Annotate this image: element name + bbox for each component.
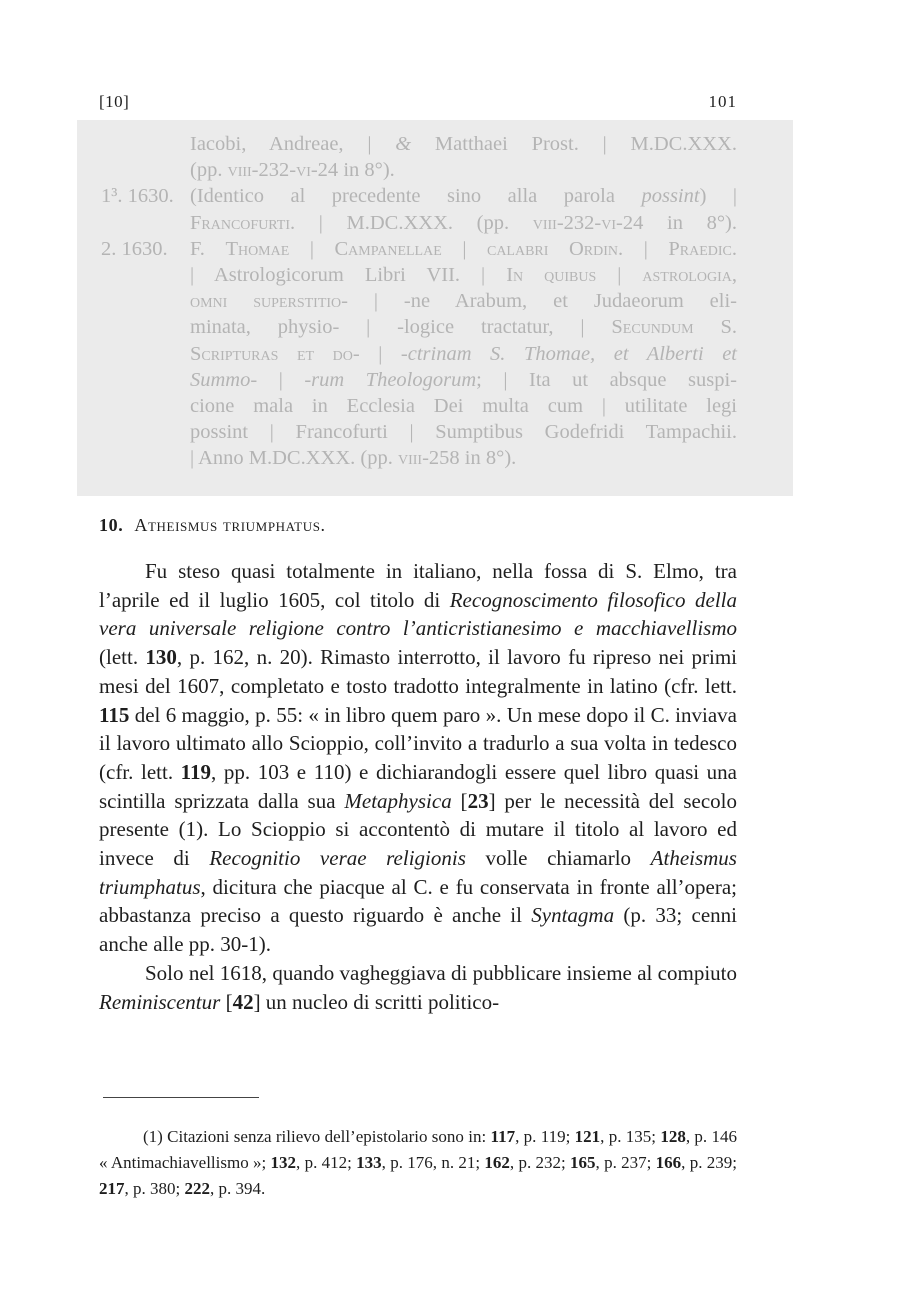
bibliography-line (101, 210, 737, 236)
entry-number: 1³. 1630. (101, 185, 174, 208)
small-caps-text: viii-232-vi-24 (532, 211, 644, 234)
bibliography-line (101, 131, 737, 157)
italic-text: Syntagma (531, 903, 615, 928)
footnote (99, 1124, 737, 1202)
bold-reference: 128 (660, 1127, 686, 1146)
italic-text: Reminiscentur (99, 989, 221, 1014)
small-caps-text: Secundum S. (611, 316, 737, 339)
text-run: , p. 394. (209, 1179, 266, 1198)
footnote-divider (103, 1097, 259, 1098)
bold-reference: 42 (232, 989, 254, 1014)
text-run: , p. 232; (509, 1153, 571, 1172)
text-run: [ (220, 989, 233, 1014)
bibliography-line (101, 236, 737, 262)
running-header (99, 91, 737, 113)
text-run: | (596, 263, 643, 286)
text-run: del 6 maggio, p. 55: « in libro quem paro ». Un mese dopo il C. inviava il lavoro ultimato allo Scioppio, coll’invito a tradurlo a sua volta in tedesco (cfr. lett. (99, 702, 737, 784)
text-run: , p. 176, n. 21; (381, 1153, 485, 1172)
text-run: in 8°). (338, 159, 395, 182)
italic-text: Metaphysica (344, 788, 452, 813)
small-caps-text: In quibus (506, 263, 597, 286)
bibliography-line (101, 262, 737, 288)
text-run: | Astrologicorum Libri VII. | (190, 263, 507, 286)
italic-text: Summo- (190, 368, 258, 391)
entry-number: 2. 1630. (101, 237, 168, 260)
small-caps-text: calabri Ordin. (486, 237, 624, 260)
bibliography-line (101, 445, 737, 471)
text-run: possint | Francofurti | Sumptibus Godefridi Tampachii. (190, 421, 737, 444)
bibliography-line (101, 419, 737, 445)
text-run: | (289, 237, 335, 260)
section-title: Atheismus triumphatus. (134, 515, 326, 535)
bibliography-line (101, 367, 737, 393)
bold-reference: 133 (356, 1153, 382, 1172)
bibliography-continuation (101, 131, 737, 471)
bibliography-line-text (190, 419, 737, 445)
bold-reference: 222 (184, 1179, 210, 1198)
bold-reference: 132 (270, 1153, 297, 1172)
text-run: Fu steso quasi totalmente in italiano, nella fossa di S. Elmo, tra l’aprile ed il luglio 1605, col titolo di (99, 559, 737, 612)
bibliography-line (101, 157, 737, 183)
bibliography-line-text (190, 341, 737, 367)
text-run: (p. 33; cenni anche alle pp. 30-1). (99, 903, 737, 957)
bibliography-line-text (190, 314, 737, 340)
bibliography-line-text (190, 183, 737, 209)
bold-reference: 217 (99, 1179, 125, 1198)
bold-reference: 130 (145, 645, 177, 670)
text-run: , dicitura che piacque al C. e fu conservata in fronte all’opera; abbastanza preciso a questo riguardo è anche il (99, 874, 737, 928)
text-run: in 8°). (459, 447, 517, 470)
text-run: ) | (699, 185, 737, 208)
text-run: | Anno M.DC.XXX. (pp. (190, 447, 398, 470)
small-caps-text: Thomae (225, 237, 290, 260)
bold-reference: 121 (574, 1127, 601, 1146)
small-caps-text: Praedic. (668, 237, 737, 260)
italic-text: -ctrinam S. Thomae, et Alberti et (400, 342, 737, 365)
text-run: , pp. 103 e 110) e dichiarandogli essere quel libro quasi una scintilla sprizzata dalla sua (99, 759, 738, 813)
bold-reference: 162 (484, 1153, 510, 1172)
text-run: , p. 162, n. 20). Rimasto interrotto, il lavoro fu ripreso nei primi mesi del 1607, completato e tosto tradotto integralmente in latino (cfr. lett. (99, 645, 738, 698)
text-run: ] un nucleo di scritti politico- (253, 989, 500, 1014)
text-run: Iacobi, Andreae, | (190, 133, 396, 155)
bibliography-line-text (190, 367, 737, 393)
text-run: | (441, 237, 487, 260)
text-run: , p. 119; (515, 1127, 575, 1146)
bold-reference: 117 (490, 1127, 516, 1146)
bibliography-line-text (190, 262, 737, 288)
body-text (99, 557, 737, 1016)
page-section-marker: [10] (99, 92, 130, 111)
bold-reference: 23 (467, 788, 489, 813)
text-run: in 8°). (643, 211, 737, 234)
page-number: 101 (708, 92, 737, 111)
body-paragraph (99, 557, 737, 959)
small-caps-text: omni superstitio- (190, 290, 348, 313)
text-run: minata, physio- | -logice tractatur, | (190, 316, 612, 339)
text-run: volle chiamarlo (465, 846, 651, 871)
small-caps-text: Campanellae (334, 237, 442, 260)
bibliography-line-text (190, 236, 737, 262)
text-run: (1) Citazioni senza rilievo dell’epistolario sono in: (143, 1127, 491, 1146)
text-run: | M.DC.XXX. (pp. (295, 211, 533, 234)
small-caps-text: astrologia, (642, 263, 737, 286)
text-run: | -ne Arabum, et Judaeorum eli- (347, 290, 737, 313)
text-run: , p. 239; (681, 1153, 737, 1172)
bold-reference: 165 (570, 1153, 596, 1172)
text-run: (lett. (99, 645, 146, 670)
text-run: (Identico al precedente sino alla parola (190, 185, 642, 208)
bibliography-line-text (190, 288, 737, 314)
text-run: , p. 380; (124, 1179, 185, 1198)
text-run: cione mala in Ecclesia Dei multa cum | utilitate legi (190, 394, 737, 417)
bibliography-line (101, 288, 737, 314)
italic-text: Recognoscimento filosofico della vera universale religione contro l’anticristianesimo e macchiavellismo (99, 587, 737, 641)
text-run: , p. 146 « Antimachiavellismo »; (99, 1127, 738, 1172)
text-run: | (623, 237, 669, 260)
text-run: F. (190, 237, 226, 260)
bibliography-line-text (190, 445, 737, 471)
bold-reference: 115 (99, 702, 130, 727)
bibliography-line (101, 341, 737, 367)
body-paragraph (99, 959, 737, 1016)
text-run: (pp. (190, 159, 228, 182)
section-number: 10. (99, 515, 124, 535)
italic-text: Atheismus triumphatus (99, 846, 737, 899)
section-heading (99, 513, 326, 537)
text-run: Matthaei Prost. | M.DC.XXX. (411, 133, 737, 155)
bibliography-line-text (190, 210, 737, 236)
bibliography-line (101, 314, 737, 340)
italic-text: -rum Theologorum (304, 368, 477, 391)
small-caps-text: viii-232-vi-24 (227, 159, 339, 182)
text-run: , p. 135; (600, 1127, 661, 1146)
small-caps-text: Francofurti. (190, 211, 296, 234)
bibliography-line-text (190, 157, 737, 183)
bibliography-line-text (190, 131, 737, 157)
small-caps-text: Scripturas et do- (190, 342, 360, 365)
bibliography-line (101, 393, 737, 419)
text-run: , p. 412; (296, 1153, 357, 1172)
bibliography-line-text (190, 393, 737, 419)
text-run: ; | Ita ut absque suspi- (476, 368, 737, 391)
bold-reference: 119 (180, 759, 212, 784)
small-caps-text: viii-258 (397, 447, 460, 470)
text-run: ] per le necessità del secolo presente (1). Lo Scioppio si accontentò di mutare il titolo al lavoro ed invece di (99, 788, 737, 871)
text-run: [ (451, 788, 468, 813)
text-run: | (359, 342, 401, 365)
text-run: Solo nel 1618, quando vagheggiava di pubblicare insieme al compiuto (145, 960, 737, 985)
bold-reference: 166 (655, 1153, 682, 1172)
italic-text: Recognitio verae religionis (209, 846, 466, 871)
text-run: , p. 237; (595, 1153, 656, 1172)
bibliography-line (101, 183, 737, 209)
italic-text: possint (641, 185, 700, 208)
italic-text: & (395, 133, 412, 155)
text-run: | (257, 368, 305, 391)
